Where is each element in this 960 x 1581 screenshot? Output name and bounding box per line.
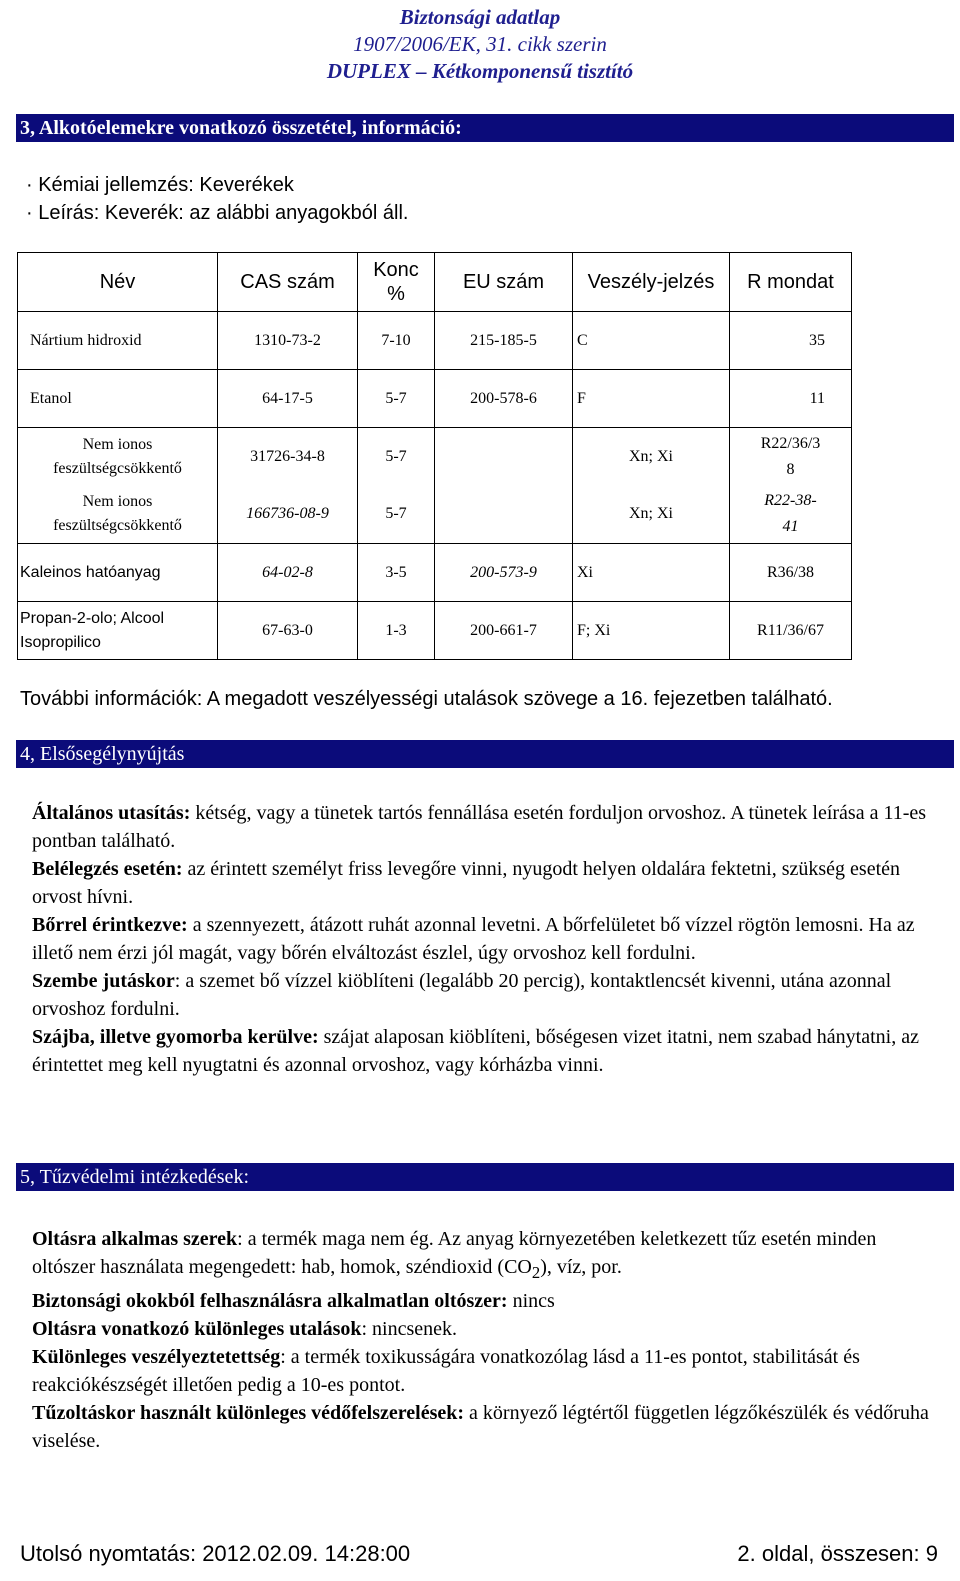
first-aid-inhalation: Belélegzés esetén: az érintett személyt friss levegőre vinni, nyugodt helyen oldalára fektetni, szükség esetén orvost hívni. (32, 858, 901, 908)
first-aid-instructions (32, 799, 932, 1079)
col-header-name: Név (18, 253, 218, 312)
composition-description: · Leírás: Keverék: az alábbi anyagokból áll. (26, 202, 409, 224)
section-5-title: 5, Tűzvédelmi intézkedések: (16, 1163, 954, 1191)
cell-hazard: Xn; Xi (573, 428, 730, 486)
cell-name: Kaleinos hatóanyag (18, 544, 218, 602)
cell-eu: 200-578-6 (435, 370, 573, 428)
cell-hazard: C (573, 312, 730, 370)
header-title: Biztonsági adatlap (399, 5, 561, 29)
cell-hazard: F; Xi (573, 602, 730, 660)
cell-cas: 64-02-8 (218, 544, 358, 602)
cell-eu (435, 486, 573, 544)
cell-conc: 1-3 (358, 602, 435, 660)
cell-conc: 5-7 (358, 370, 435, 428)
fire-special-notes: Oltásra vonatkozó különleges utalások: nincsenek. (32, 1318, 458, 1340)
table-row (18, 486, 852, 544)
cell-r: 11 (730, 370, 852, 428)
col-header-hazard: Veszély-jelzés (573, 253, 730, 312)
cell-hazard: Xn; Xi (573, 486, 730, 544)
footer-page-number: 2. oldal, összesen: 9 (737, 1541, 938, 1566)
cell-cas: 31726-34-8 (218, 428, 358, 486)
cell-r: R11/36/67 (730, 602, 852, 660)
table-row (18, 544, 852, 602)
cell-name: Etanol (18, 370, 218, 428)
cell-cas: 64-17-5 (218, 370, 358, 428)
table-row (18, 428, 852, 486)
cell-r: R22-38- 41 (730, 486, 852, 544)
first-aid-general: Általános utasítás: kétség, vagy a tünetek tartós fennállása esetén forduljon orvoshoz. A tünetek leírása a 11-es pontban található. (32, 802, 927, 852)
cell-name: Nem ionos feszültségcsökkentő (18, 486, 218, 544)
fire-special-hazards: Különleges veszélyeztetettség: a termék toxikusságára vonatkozólag lásd a 11-es pontot, stabilitását és reakciókészségét illetően pedig a 10-es pontot. (32, 1346, 860, 1396)
cell-conc: 5-7 (358, 428, 435, 486)
first-aid-ingestion: Szájba, illetve gyomorba kerülve: szájat alaposan kiöblíteni, bőségesen vizet itatni, nem szabad hánytatni, az érintettet meg kell nyugtatni és azonnal orvoshoz, vagy kórházba vinni. (32, 1026, 919, 1076)
cell-r: 35 (730, 312, 852, 370)
cell-r: R22/36/3 8 (730, 428, 852, 486)
col-header-conc: Konc % (358, 253, 435, 312)
cell-eu (435, 428, 573, 486)
header-regulation: 1907/2006/EK, 31. cikk szerin (353, 32, 607, 56)
cell-hazard: F (573, 370, 730, 428)
cell-conc: 7-10 (358, 312, 435, 370)
col-header-r: R mondat (730, 253, 852, 312)
composition-table (17, 252, 852, 660)
section-4-title: 4, Elsősegélynyújtás (16, 740, 954, 768)
col-header-conc-label: Konc (373, 259, 419, 281)
cell-name: Propan-2-olo; Alcool Isopropilico (18, 602, 218, 660)
cell-name: Nártium hidroxid (18, 312, 218, 370)
table-row (18, 370, 852, 428)
cell-cas: 67-63-0 (218, 602, 358, 660)
cell-cas: 166736-08-9 (218, 486, 358, 544)
fire-suitable-media: Oltásra alkalmas szerek: a termék maga nem ég. Az anyag környezetében keletkezett tűz esetén minden oltószer használata megengedett: hab, homok, széndioxid $(CO_2)$, víz, por. (32, 1228, 877, 1282)
firefighting-measures (32, 1225, 932, 1455)
first-aid-skin: Bőrrel érintkezve: a szennyezett, átázott ruhát azonnal levetni. A bőrfelületet bő vízzel rögtön lemosni. Ha az illető nem érzi jól magát, vagy bőrén elváltozást észlel, úgy orvoshoz kell fordulni. (32, 914, 915, 964)
col-header-cas: CAS szám (218, 253, 358, 312)
header-product: DUPLEX – Kétkomponensű tisztító (326, 59, 634, 83)
section-3-title: 3, Alkotóelemekre vonatkozó összetétel, információ: (16, 114, 954, 142)
cell-conc: 5-7 (358, 486, 435, 544)
first-aid-eyes: Szembe jutáskor: a szemet bő vízzel kiöblíteni (legalább 20 percig), kontaktlencsét kivenni, utána azonnal orvoshoz fordulni. (32, 970, 892, 1020)
cell-name: Nem ionos feszültségcsökkentő (18, 428, 218, 486)
chem-characterization: · Kémiai jellemzés: Keverékek (26, 174, 294, 196)
footer-print-date: Utolsó nyomtatás: 2012.02.09. 14:28:00 (20, 1541, 411, 1566)
cell-eu: 200-661-7 (435, 602, 573, 660)
cell-cas: 1310-73-2 (218, 312, 358, 370)
cell-hazard: Xi (573, 544, 730, 602)
table-row (18, 602, 852, 660)
cell-eu: 215-185-5 (435, 312, 573, 370)
cell-eu: 200-573-9 (435, 544, 573, 602)
cell-conc: 3-5 (358, 544, 435, 602)
fire-protective-equipment: Tűzoltáskor használt különleges védőfelszerelések: a környező légtértől független légzőkészülék és védőruha viselése. (32, 1402, 929, 1452)
table-header-row (18, 253, 852, 312)
cell-r: R36/38 (730, 544, 852, 602)
further-info: További információk: A megadott veszélyességi utalások szövege a 16. fejezetben található. (20, 688, 833, 710)
table-row (18, 312, 852, 370)
fire-unsuitable-media: Biztonsági okokból felhasználásra alkalmatlan oltószer: nincs (32, 1290, 555, 1312)
col-header-eu: EU szám (435, 253, 573, 312)
